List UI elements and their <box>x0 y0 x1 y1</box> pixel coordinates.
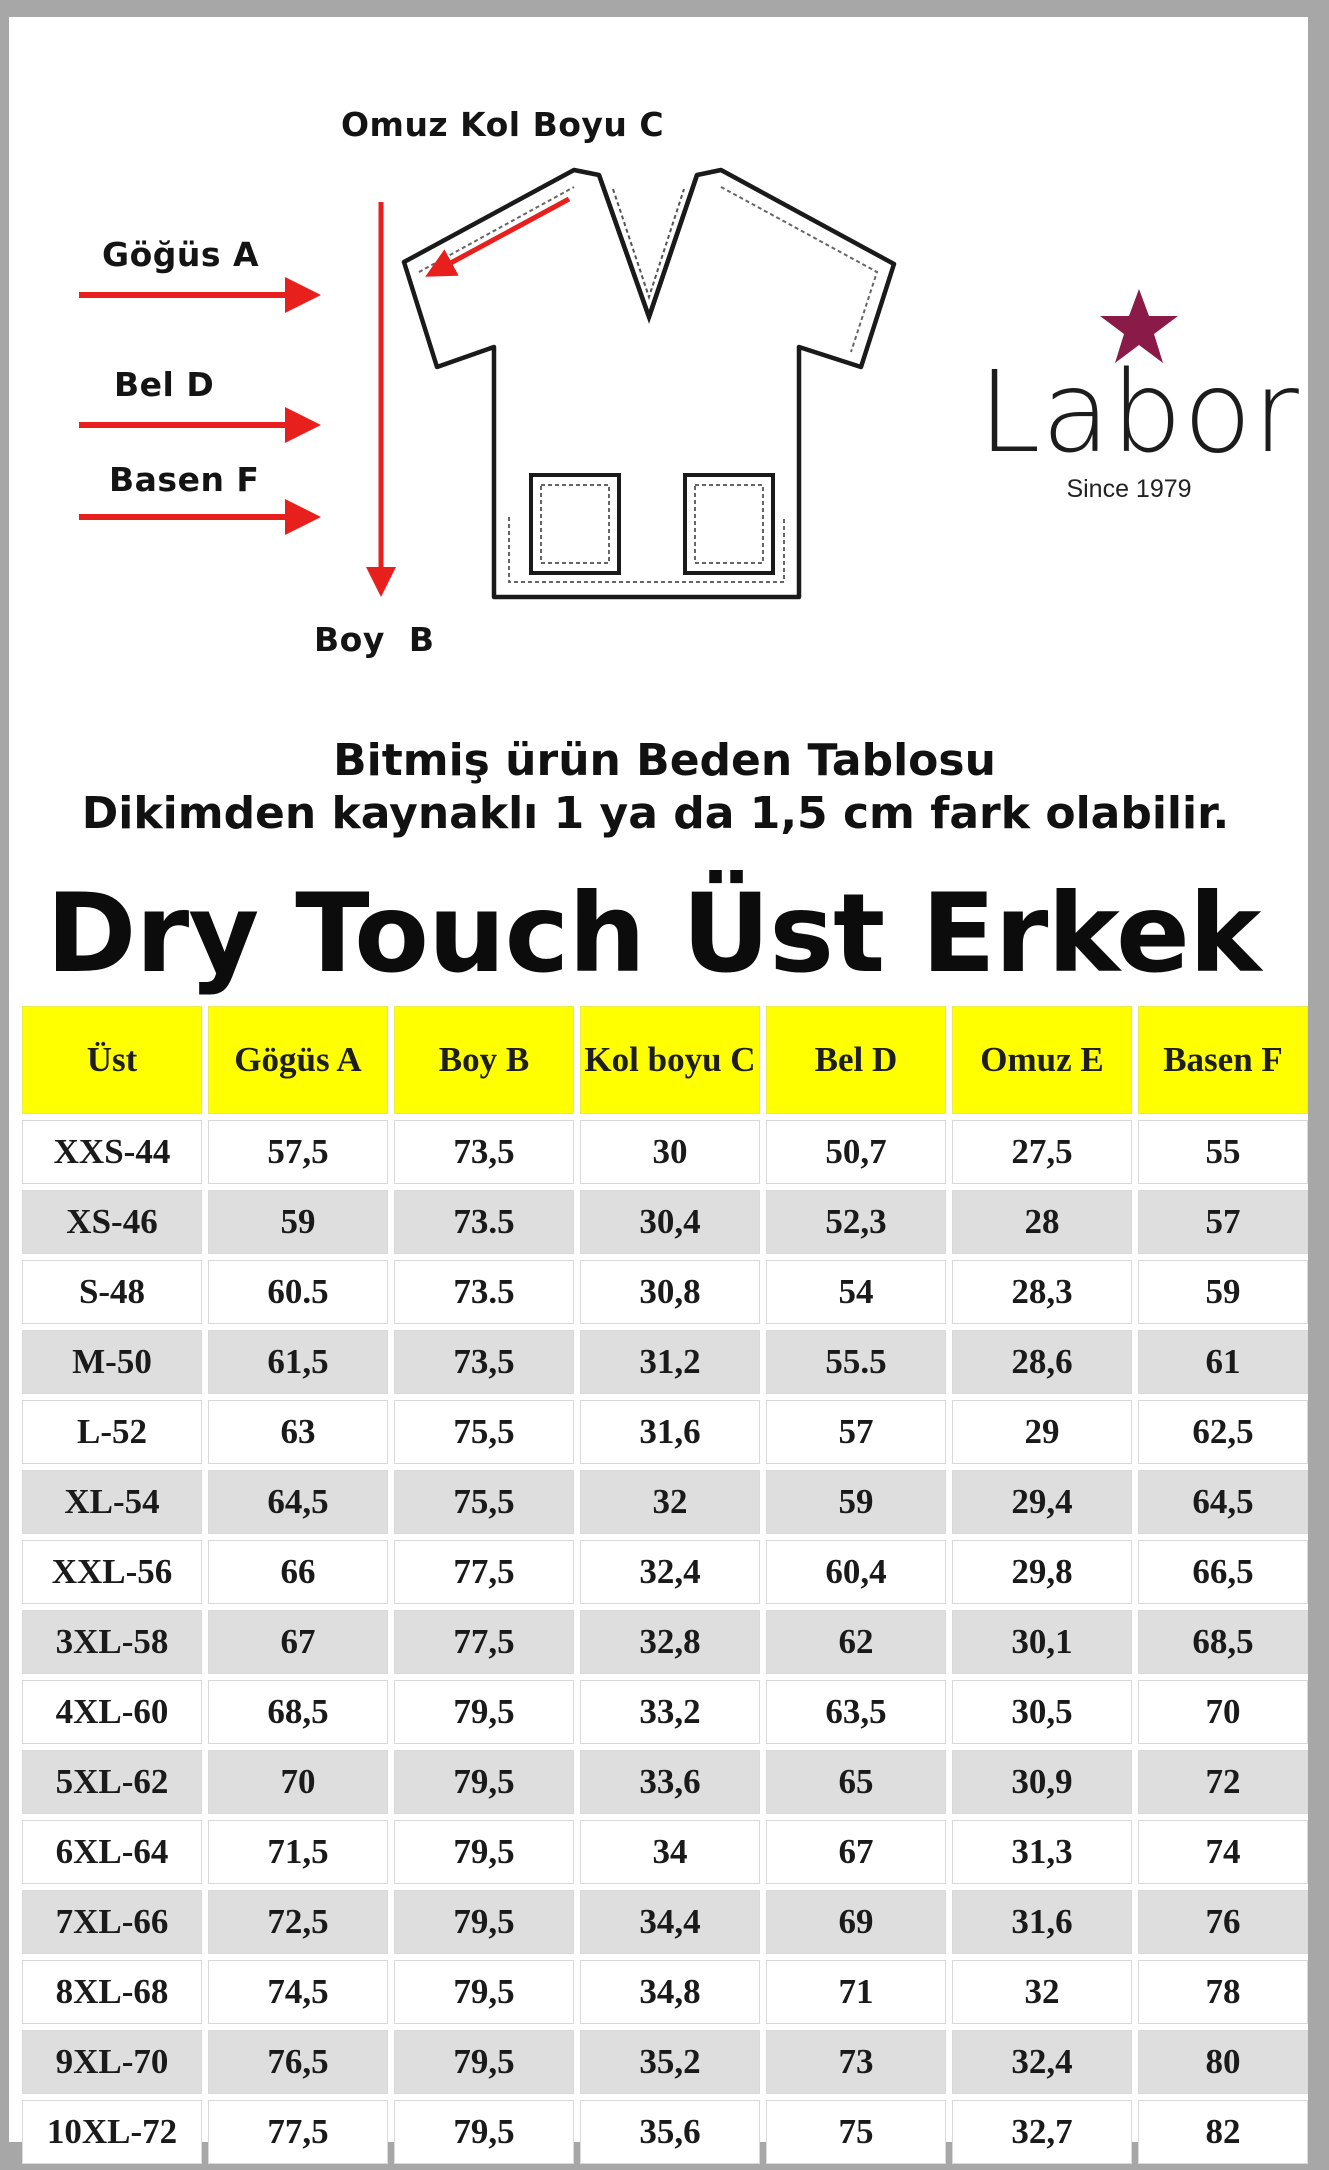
header-shoulder: Omuz E <box>952 1006 1132 1114</box>
note-line-1: Bitmiş ürün Beden Tablosu <box>333 735 996 786</box>
table-row <box>22 1120 1308 1184</box>
measurement-cell: 73.5 <box>394 1260 574 1324</box>
measurement-cell: 31,2 <box>580 1330 760 1394</box>
measurement-cell: 29,8 <box>952 1540 1132 1604</box>
measurement-cell: 63 <box>208 1400 388 1464</box>
measurement-cell: 50,7 <box>766 1120 946 1184</box>
measurement-cell: 31,6 <box>952 1890 1132 1954</box>
measurement-cell: 34 <box>580 1820 760 1884</box>
measurement-cell: 30 <box>580 1120 760 1184</box>
measurement-cell: 54 <box>766 1260 946 1324</box>
measurement-cell: 62,5 <box>1138 1400 1308 1464</box>
measurement-cell: 33,2 <box>580 1680 760 1744</box>
measurement-cell: 70 <box>1138 1680 1308 1744</box>
brand-logo <box>969 272 1309 512</box>
size-cell: 3XL-58 <box>22 1610 202 1674</box>
table-row <box>22 1960 1308 2024</box>
measurement-cell: 68,5 <box>208 1680 388 1744</box>
measurement-cell: 71 <box>766 1960 946 2024</box>
measurement-cell: 77,5 <box>208 2100 388 2164</box>
brand-name: Labor <box>978 348 1300 478</box>
measurement-cell: 72,5 <box>208 1890 388 1954</box>
label-shoulder-sleeve: Omuz Kol Boyu C <box>341 105 665 144</box>
measurement-cell: 31,6 <box>580 1400 760 1464</box>
measurement-cell: 75,5 <box>394 1400 574 1464</box>
measurement-cell: 79,5 <box>394 1960 574 2024</box>
measurement-cell: 79,5 <box>394 2100 574 2164</box>
measurement-cell: 79,5 <box>394 2030 574 2094</box>
header-waist: Bel D <box>766 1006 946 1114</box>
table-row <box>22 2100 1308 2164</box>
label-length: Boy B <box>314 620 435 659</box>
measurement-cell: 60,4 <box>766 1540 946 1604</box>
table-row <box>22 2030 1308 2094</box>
size-cell: 9XL-70 <box>22 2030 202 2094</box>
measurement-cell: 32,4 <box>580 1540 760 1604</box>
size-cell: 7XL-66 <box>22 1890 202 1954</box>
measurement-cell: 32 <box>952 1960 1132 2024</box>
size-cell: M-50 <box>22 1330 202 1394</box>
measurement-cell: 76,5 <box>208 2030 388 2094</box>
shirt-outline <box>404 170 894 597</box>
size-table <box>16 1000 1314 2170</box>
size-cell: 10XL-72 <box>22 2100 202 2164</box>
size-cell: XXL-56 <box>22 1540 202 1604</box>
measurement-cell: 77,5 <box>394 1610 574 1674</box>
measurement-cell: 55.5 <box>766 1330 946 1394</box>
measurement-cell: 28,3 <box>952 1260 1132 1324</box>
label-hip: Basen F <box>109 460 260 499</box>
measurement-cell: 66,5 <box>1138 1540 1308 1604</box>
measurement-cell: 28,6 <box>952 1330 1132 1394</box>
measurement-cell: 67 <box>766 1820 946 1884</box>
table-header-row <box>22 1006 1308 1114</box>
measurement-cell: 63,5 <box>766 1680 946 1744</box>
measurement-cell: 75,5 <box>394 1470 574 1534</box>
measurement-cell: 73.5 <box>394 1190 574 1254</box>
size-cell: S-48 <box>22 1260 202 1324</box>
pocket-right <box>685 475 773 573</box>
measurement-cell: 75 <box>766 2100 946 2164</box>
table-row <box>22 1890 1308 1954</box>
measurement-cell: 29 <box>952 1400 1132 1464</box>
table-row <box>22 1470 1308 1534</box>
measurement-cell: 70 <box>208 1750 388 1814</box>
measurement-cell: 68,5 <box>1138 1610 1308 1674</box>
size-cell: 8XL-68 <box>22 1960 202 2024</box>
measurement-cell: 79,5 <box>394 1750 574 1814</box>
measurement-cell: 74 <box>1138 1820 1308 1884</box>
size-cell: L-52 <box>22 1400 202 1464</box>
measurement-cell: 34,4 <box>580 1890 760 1954</box>
measurement-cell: 59 <box>208 1190 388 1254</box>
measurement-diagram <box>9 17 909 697</box>
size-cell: XL-54 <box>22 1470 202 1534</box>
measurement-cell: 30,8 <box>580 1260 760 1324</box>
measurement-cell: 52,3 <box>766 1190 946 1254</box>
measurement-cell: 65 <box>766 1750 946 1814</box>
measurement-cell: 66 <box>208 1540 388 1604</box>
measurement-cell: 62 <box>766 1610 946 1674</box>
header-sleeve: Kol boyu C <box>580 1006 760 1114</box>
measurement-cell: 60.5 <box>208 1260 388 1324</box>
measurement-cell: 71,5 <box>208 1820 388 1884</box>
table-row <box>22 1260 1308 1324</box>
measurement-cell: 64,5 <box>1138 1470 1308 1534</box>
measurement-cell: 59 <box>766 1470 946 1534</box>
measurement-cell: 29,4 <box>952 1470 1132 1534</box>
measurement-cell: 78 <box>1138 1960 1308 2024</box>
measurement-cell: 76 <box>1138 1890 1308 1954</box>
table-row <box>22 1540 1308 1604</box>
measurement-cell: 73,5 <box>394 1120 574 1184</box>
measurement-cell: 57 <box>766 1400 946 1464</box>
pocket-left <box>531 475 619 573</box>
measurement-cell: 80 <box>1138 2030 1308 2094</box>
measurement-cell: 57,5 <box>208 1120 388 1184</box>
header-size: Üst <box>22 1006 202 1114</box>
measurement-cell: 73,5 <box>394 1330 574 1394</box>
size-cell: 5XL-62 <box>22 1750 202 1814</box>
size-cell: 6XL-64 <box>22 1820 202 1884</box>
measurement-cell: 74,5 <box>208 1960 388 2024</box>
measurement-cell: 57 <box>1138 1190 1308 1254</box>
label-chest: Göğüs A <box>102 235 260 274</box>
measurement-cell: 77,5 <box>394 1540 574 1604</box>
size-cell: XS-46 <box>22 1190 202 1254</box>
measurement-cell: 35,2 <box>580 2030 760 2094</box>
measurement-cell: 59 <box>1138 1260 1308 1324</box>
header-length: Boy B <box>394 1006 574 1114</box>
brand-since: Since 1979 <box>1066 475 1192 503</box>
table-row <box>22 1400 1308 1464</box>
measurement-cell: 35,6 <box>580 2100 760 2164</box>
measurement-cell: 34,8 <box>580 1960 760 2024</box>
measurement-cell: 64,5 <box>208 1470 388 1534</box>
measurement-cell: 32,4 <box>952 2030 1132 2094</box>
header-hip: Basen F <box>1138 1006 1308 1114</box>
measurement-cell: 79,5 <box>394 1890 574 1954</box>
measurement-cell: 30,5 <box>952 1680 1132 1744</box>
table-row <box>22 1190 1308 1254</box>
table-row <box>22 1610 1308 1674</box>
table-row <box>22 1820 1308 1884</box>
measurement-cell: 72 <box>1138 1750 1308 1814</box>
measurement-cell: 32,8 <box>580 1610 760 1674</box>
measurement-cell: 82 <box>1138 2100 1308 2164</box>
table-row <box>22 1680 1308 1744</box>
measurement-cell: 61,5 <box>208 1330 388 1394</box>
measurement-cell: 30,4 <box>580 1190 760 1254</box>
measurement-cell: 79,5 <box>394 1820 574 1884</box>
measurement-cell: 79,5 <box>394 1680 574 1744</box>
table-row <box>22 1750 1308 1814</box>
measurement-cell: 32 <box>580 1470 760 1534</box>
product-title: Dry Touch Üst Erkek <box>46 870 1261 997</box>
measurement-cell: 61 <box>1138 1330 1308 1394</box>
measurement-cell: 55 <box>1138 1120 1308 1184</box>
measurement-cell: 67 <box>208 1610 388 1674</box>
note-line-2: Dikimden kaynaklı 1 ya da 1,5 cm fark olabilir. <box>81 788 1230 839</box>
table-body <box>22 1120 1308 2164</box>
measurement-cell: 69 <box>766 1890 946 1954</box>
size-cell: XXS-44 <box>22 1120 202 1184</box>
measurement-cell: 31,3 <box>952 1820 1132 1884</box>
header-chest: Gögüs A <box>208 1006 388 1114</box>
measurement-cell: 30,1 <box>952 1610 1132 1674</box>
measurement-cell: 30,9 <box>952 1750 1132 1814</box>
measurement-cell: 32,7 <box>952 2100 1132 2164</box>
measurement-cell: 73 <box>766 2030 946 2094</box>
label-waist: Bel D <box>114 365 215 404</box>
size-cell: 4XL-60 <box>22 1680 202 1744</box>
measurement-cell: 33,6 <box>580 1750 760 1814</box>
measurement-cell: 27,5 <box>952 1120 1132 1184</box>
table-row <box>22 1330 1308 1394</box>
measurement-cell: 28 <box>952 1190 1132 1254</box>
